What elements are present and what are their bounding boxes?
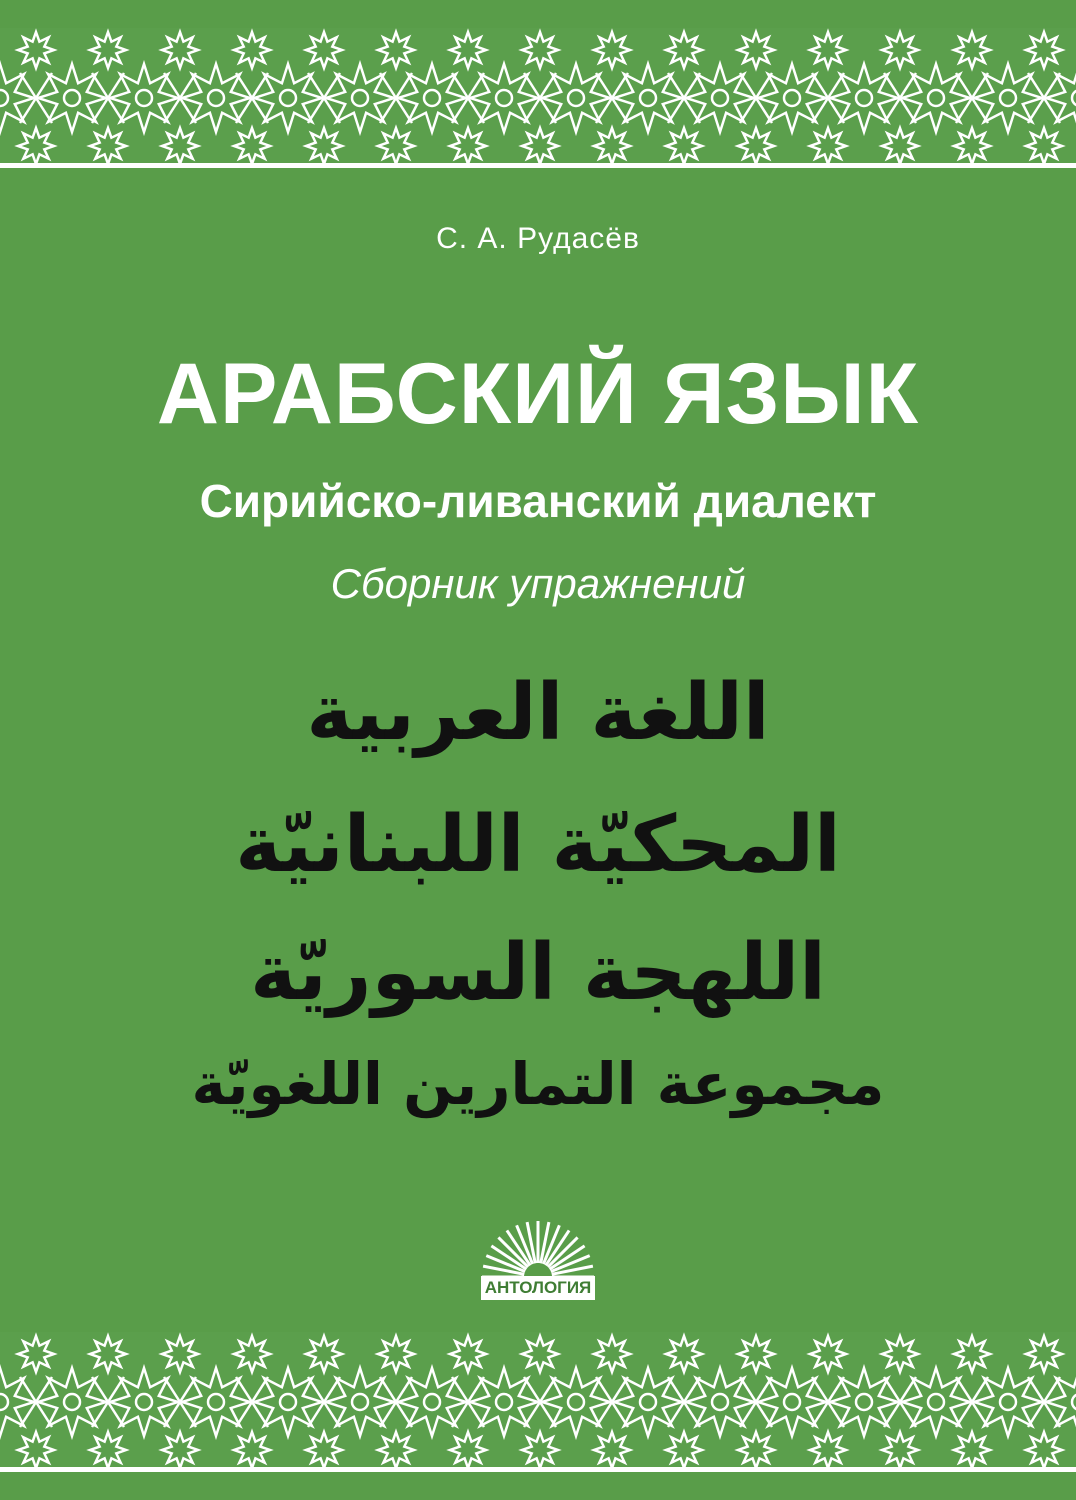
bottom-border-line-lower (0, 1467, 1076, 1472)
arabic-title-line-2: المحكيّة اللبنانيّة (235, 800, 841, 890)
top-ornament-band (0, 28, 1076, 168)
book-series-subtitle: Сборник упражнений (330, 560, 746, 607)
arabic-title-line-3: اللهجة السوريّة (250, 928, 826, 1018)
book-title: АРАБСКИЙ ЯЗЫК (156, 346, 920, 442)
bottom-ornament (0, 1332, 1076, 1472)
arabic-title-line-4: مجموعة التمارين اللغويّة (191, 1050, 885, 1118)
author-name: С. А. Рудасёв (436, 222, 640, 255)
bottom-ornament-band (0, 1332, 1076, 1472)
arabic-title-line-1: اللغة العربية (306, 668, 770, 758)
book-subtitle: Сирийско-ливанский диалект (199, 475, 877, 527)
top-border-line-lower (0, 163, 1076, 168)
publisher-logo-label: АНТОЛОГИЯ (481, 1276, 595, 1300)
top-ornament (0, 28, 1076, 168)
